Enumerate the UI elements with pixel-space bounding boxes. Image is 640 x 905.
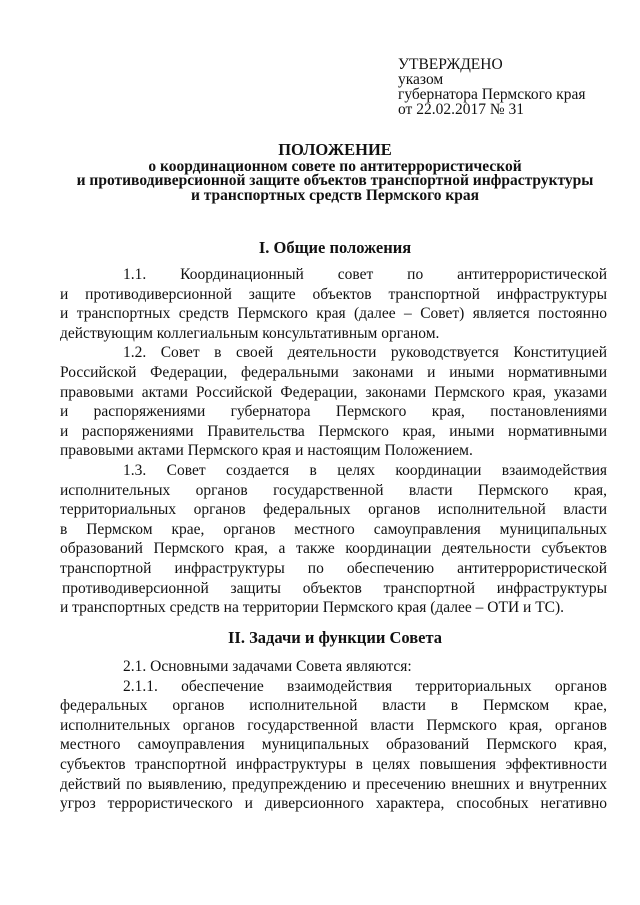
text-line: 1.1. Координационный совет по антитеррористической — [123, 266, 607, 283]
text-line: 1.2. Совет в своей деятельности руководствуется Конституцией — [123, 344, 607, 362]
section-heading: I. Общие положения — [258, 238, 412, 257]
approval-line: УТВЕРЖДЕНО — [398, 56, 503, 73]
text-line: действующим коллегиальным консультативным органом. — [60, 324, 440, 342]
text-line: правовыми актами Пермского края и настоящим Положением. — [60, 442, 473, 460]
text-line: 2.1. Основными задачами Совета являются: — [123, 658, 412, 675]
text-line: и распоряжениями Правительства Пермского края, иными нормативными — [60, 422, 607, 440]
text-line: местного самоуправления муниципальных образований Пермского края, — [60, 736, 607, 754]
text-line: территориальных органов федеральных органов исполнительной власти — [60, 501, 607, 519]
section-body — [60, 657, 607, 814]
text-line: исполнительных органов государственной власти Пермского края, — [60, 481, 607, 499]
text-line: правовыми актами Российской Федерации, законами Пермского края, указами — [60, 383, 607, 401]
text-line: транспортной инфраструктуры по обеспечению антитеррористической — [60, 559, 607, 577]
approval-line: губернатора Пермского края — [398, 86, 586, 103]
text-line: в Пермском крае, органов местного самоуправления муниципальных — [60, 520, 607, 538]
title-subtitle-line: и противодиверсионной защите объектов транспортной инфраструктуры — [76, 172, 594, 189]
text-line: действий по выявлению, предупреждению и пресечению внешних и внутренних — [60, 775, 607, 793]
approval-line: указом — [398, 71, 444, 88]
text-line: и распоряжениями губернатора Пермского края, постановлениями — [60, 403, 607, 421]
title-subtitle-line: о координационном совете по антитеррористической — [148, 157, 522, 175]
section-heading: II. Задачи и функции Совета — [227, 628, 443, 647]
text-line: Российской Федерации, федеральными законами и иными нормативными — [60, 363, 607, 381]
title-subtitle-line: и транспортных средств Пермского края — [190, 186, 480, 204]
text-line: и транспортных средств Пермского края (далее – Совет) является постоянно — [60, 305, 607, 323]
text-line: субъектов транспортной инфраструктуры в целях повышения эффективности — [60, 755, 607, 773]
text-line: 1.3. Совет создается в целях координации взаимодействия — [123, 461, 607, 479]
text-line: противодиверсионной защиты объектов транспортной инфраструктуры — [62, 579, 607, 597]
text-line: 2.1.1. обеспечение взаимодействия территориальных органов — [123, 677, 607, 695]
text-line: образований Пермского края, а также координации деятельности субъектов — [60, 540, 607, 558]
approval-stamp — [398, 57, 618, 117]
text-line: федеральных органов исполнительной власти в Пермском крае, — [60, 697, 607, 715]
title-main: ПОЛОЖЕНИЕ — [278, 140, 392, 159]
text-line: угроз террористического и диверсионного характера, способных негативно — [60, 795, 607, 813]
text-line: и транспортных средств на территории Пермского края (далее – ОТИ и ТС). — [60, 599, 565, 617]
approval-line: от 22.02.2017 № 31 — [398, 101, 524, 118]
text-line: и противодиверсионной защите объектов транспортной инфраструктуры — [60, 285, 607, 303]
document-title — [60, 140, 610, 204]
text-line: исполнительных органов государственной власти Пермского края, органов — [60, 716, 607, 734]
section-body — [60, 265, 607, 618]
